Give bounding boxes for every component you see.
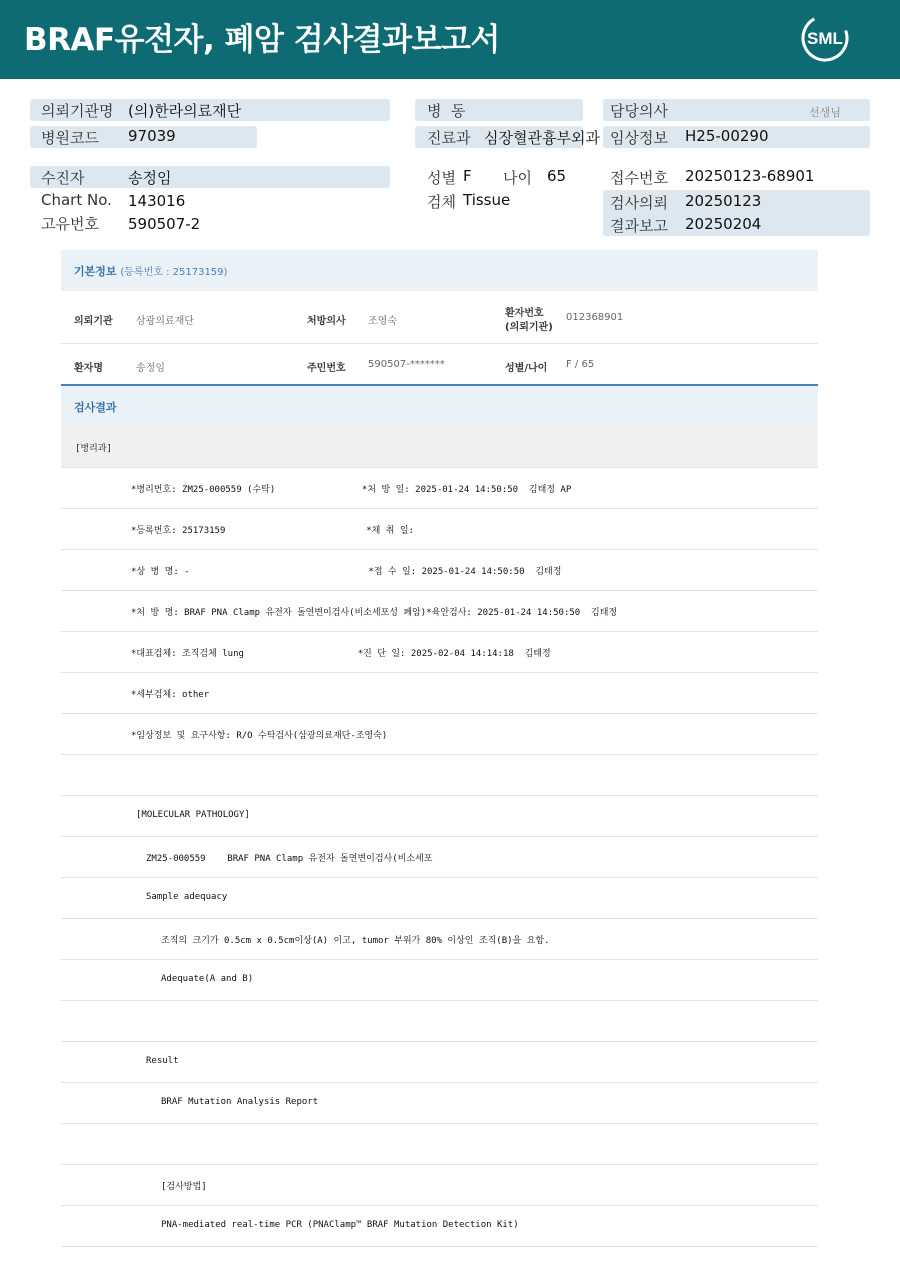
- result-row: [61, 1083, 818, 1124]
- basic-info-title: 기본정보: [74, 265, 117, 278]
- report-value: 20250204: [685, 215, 762, 233]
- request-value: 20250123: [685, 192, 762, 210]
- patient-number-label: 환자번호: [505, 308, 544, 319]
- results-header: [61, 386, 818, 427]
- result-line-text: *등록번호: 25173159 *채 취 일:: [131, 526, 415, 536]
- result-row: [61, 1124, 818, 1165]
- result-row: [61, 837, 818, 878]
- hospital-code-label: 병원코드: [41, 129, 99, 147]
- prescriber-label: 처방의사: [307, 316, 346, 327]
- result-line-text: Adequate(A and B): [161, 974, 254, 984]
- report-label: 결과보고: [610, 217, 668, 235]
- specimen-value: Tissue: [463, 191, 511, 209]
- result-row: [61, 632, 818, 673]
- report-header: [0, 0, 900, 79]
- result-line-text: Result: [146, 1056, 179, 1066]
- result-line-text: *병리번호: ZM25-000559 (수탁) *처 방 일: 2025-01-24 14:50:50 김태정 AP: [131, 485, 572, 495]
- receipt-label: 접수번호: [610, 169, 668, 187]
- result-row: [61, 1206, 818, 1247]
- patient-number-sublabel: (의뢰기관): [505, 322, 553, 333]
- basic-info-header: [61, 250, 818, 291]
- info-row-1: [61, 291, 818, 344]
- chart-label: Chart No.: [41, 191, 112, 209]
- result-row: [61, 673, 818, 714]
- patient-number-value: 012368901: [566, 312, 624, 323]
- result-line-text: PNA-mediated real-time PCR (PNAClamp™ BRAF Mutation Detection Kit): [161, 1220, 519, 1230]
- ward-label: 병 동: [427, 102, 466, 120]
- pathology-dept-label: [병리과]: [75, 444, 112, 454]
- rrn-label: 주민번호: [307, 363, 346, 374]
- specimen-label: 검체: [427, 193, 456, 211]
- info-row-2: [61, 344, 818, 386]
- result-line-text: *처 방 명: BRAF PNA Clamp 유전자 돌연변이검사(비소세포성 폐암)*육안검사: 2025-01-24 14:50:50 김태정: [131, 608, 618, 618]
- age-label: 나이: [503, 169, 532, 187]
- doctor-label: 담당의사: [610, 102, 668, 120]
- sex-label: 성별: [427, 169, 456, 187]
- result-line-text: *상 병 명: - *접 수 일: 2025-01-24 14:50:50 김태정: [131, 567, 562, 577]
- report-title: BRAF유전자, 폐암 검사결과보고서: [24, 22, 500, 58]
- result-line-text: *임상정보 및 요구사항: R/O 수탁검사(삼광의료재단-조영숙): [131, 731, 388, 741]
- department-value: 심장혈관흉부외과: [484, 129, 600, 147]
- request-label: 검사의뢰: [610, 194, 668, 212]
- result-line-text: *대표검체: 조직검체 lung *진 단 일: 2025-02-04 14:14:18 김태정: [131, 649, 551, 659]
- result-line-text: 조직의 크기가 0.5cm x 0.5cm이상(A) 이고, tumor 부위가 80% 이상인 조직(B)을 요함.: [161, 936, 550, 946]
- result-line-text: ZM25-000559 BRAF PNA Clamp 유전자 돌연변이검사(비소세포: [146, 854, 433, 864]
- doctor-suffix: 선생님: [809, 106, 841, 119]
- institution-value: (의)한라의료재단: [128, 102, 242, 120]
- result-row: [61, 468, 818, 509]
- result-row: [61, 878, 818, 919]
- result-line-text: BRAF Mutation Analysis Report: [161, 1097, 319, 1107]
- result-row: [61, 796, 818, 837]
- results-title: 검사결과: [74, 401, 117, 414]
- result-line-text: *세부검체: other: [131, 690, 210, 700]
- result-line-text: Sample adequacy: [146, 892, 228, 902]
- patient-label: 수진자: [41, 169, 85, 187]
- result-row: [61, 714, 818, 755]
- patient-name-label: 환자명: [74, 363, 103, 374]
- result-line-text: [검사방법]: [161, 1182, 207, 1192]
- ref-institution-value: 삼광의료재단: [136, 316, 194, 327]
- hospital-code-value: 97039: [128, 127, 176, 145]
- svg-text:SML: SML: [807, 29, 843, 48]
- chart-value: 143016: [128, 192, 186, 210]
- department-label: 진료과: [427, 129, 471, 147]
- registration-number: (등록번호 : 25173159): [120, 267, 228, 278]
- clinical-value: H25-00290: [685, 127, 769, 145]
- ref-institution-label: 의뢰기관: [74, 316, 113, 327]
- result-row: [61, 755, 818, 796]
- result-line-text: [MOLECULAR PATHOLOGY]: [136, 810, 250, 820]
- result-row: [61, 1042, 818, 1083]
- result-row: [61, 509, 818, 550]
- sex-age-value: F / 65: [566, 359, 595, 370]
- pathology-dept-header: [61, 427, 818, 468]
- result-row: [61, 591, 818, 632]
- sex-value: F: [463, 167, 472, 185]
- unique-label: 고유번호: [41, 215, 99, 233]
- prescriber-value: 조영숙: [368, 316, 397, 327]
- result-row: [61, 1165, 818, 1206]
- clinical-label: 임상정보: [610, 129, 668, 147]
- unique-value: 590507-2: [128, 215, 201, 233]
- sex-age-label: 성별/나이: [505, 363, 548, 374]
- patient-name-value: 송정임: [136, 363, 165, 374]
- result-row: [61, 1001, 818, 1042]
- sml-logo: [800, 13, 850, 63]
- patient-value: 송정임: [128, 169, 172, 187]
- result-row: [61, 550, 818, 591]
- result-row: [61, 919, 818, 960]
- receipt-value: 20250123-68901: [685, 167, 815, 185]
- institution-label: 의뢰기관명: [41, 102, 114, 120]
- age-value: 65: [547, 167, 567, 185]
- result-row: [61, 960, 818, 1001]
- rrn-value: 590507-*******: [368, 359, 445, 370]
